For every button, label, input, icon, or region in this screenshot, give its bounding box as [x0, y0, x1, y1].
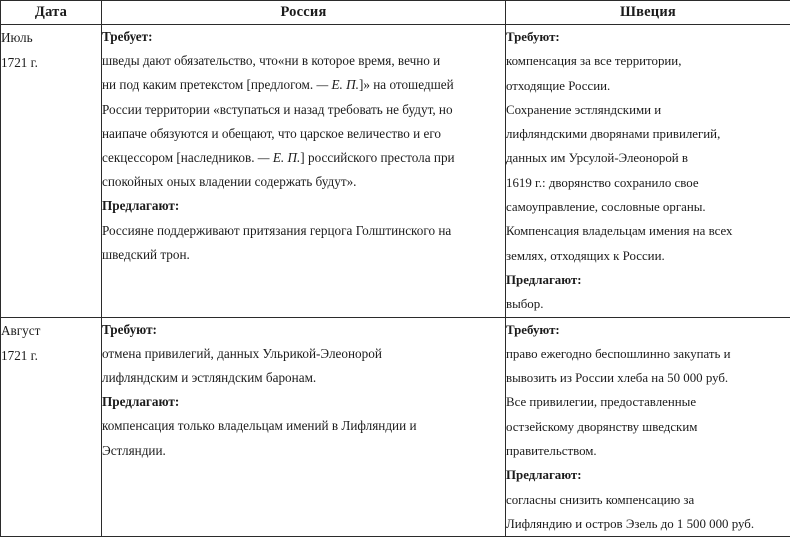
russia-demand-line: наипаче обязуются и обещают, что царское величество и его	[102, 122, 505, 146]
date-month: Июль	[1, 25, 101, 50]
cell-date	[1, 25, 102, 318]
russia-demand-line: шведы дают обязательство, что«ни в которое время, вечно и	[102, 49, 505, 73]
russia-demand-line-text: секцессором [наследников. — Е. П.] российского престола при	[102, 150, 455, 165]
russia-offer-line: шведский трон.	[102, 243, 505, 267]
sweden-demand-line: Сохранение эстляндскими и	[506, 98, 790, 122]
russia-demand-line: лифляндским и эстляндским баронам.	[102, 366, 505, 390]
column-header-sweden: Швеция	[506, 1, 790, 25]
russia-offer-label: Предлагают:	[102, 390, 505, 414]
russia-demand-line	[102, 73, 505, 97]
sweden-demand-line: компенсация за все территории,	[506, 49, 790, 73]
russia-offer-label: Предлагают:	[102, 194, 505, 218]
russia-offer-line: Эстляндии.	[102, 439, 505, 463]
sweden-demand-line: вывозить из России хлеба на 50 000 руб.	[506, 366, 790, 390]
table-header	[1, 1, 790, 25]
cell-russia	[102, 317, 506, 537]
cell-sweden	[506, 317, 790, 537]
date-year: 1721 г.	[1, 343, 101, 368]
russia-demand-label: Требуют:	[102, 318, 505, 342]
table-header-row	[1, 1, 790, 25]
sweden-demand-line: 1619 г.: дворянство сохранило свое	[506, 171, 790, 195]
sweden-demand-line: Компенсация владельцам имения на всех	[506, 219, 790, 243]
russia-demand-line-text: ни под каким претекстом [предлогом. — Е. П.]» на отошедшей	[102, 77, 454, 92]
sweden-demand-label: Требуют:	[506, 25, 790, 49]
sweden-offer-line: выбор.	[506, 292, 790, 316]
russia-demand-line	[102, 146, 505, 170]
russia-demand-line: отмена привилегий, данных Ульрикой-Элеонорой	[102, 342, 505, 366]
sweden-demand-label: Требуют:	[506, 318, 790, 342]
table-body	[1, 25, 790, 537]
table-row	[1, 25, 790, 318]
editor-initials: — Е. П.	[316, 77, 359, 92]
sweden-demand-line: Все привилегии, предоставленные	[506, 390, 790, 414]
column-header-russia: Россия	[102, 1, 506, 25]
russia-demand-line: спокойных оных владении содержать будут».	[102, 170, 505, 194]
sweden-demand-line: самоуправление, сословные органы.	[506, 195, 790, 219]
sweden-demand-line: остзейскому дворянству шведским	[506, 415, 790, 439]
sweden-offer-line: согласны снизить компенсацию за	[506, 488, 790, 512]
column-header-date: Дата	[1, 1, 102, 25]
cell-sweden	[506, 25, 790, 318]
cell-date	[1, 317, 102, 537]
russia-demand-line: России территории «вступаться и назад требовать не будут, но	[102, 98, 505, 122]
sweden-demand-line: данных им Урсулой-Элеонорой в	[506, 146, 790, 170]
sweden-demand-line: право ежегодно беспошлинно закупать и	[506, 342, 790, 366]
table-row	[1, 317, 790, 537]
sweden-demand-line: отходящие России.	[506, 74, 790, 98]
sweden-offer-label: Предлагают:	[506, 463, 790, 487]
russia-demand-label: Требует:	[102, 25, 505, 49]
sweden-demand-line: лифляндскими дворянами привилегий,	[506, 122, 790, 146]
editor-initials: — Е. П.	[258, 150, 301, 165]
date-month: Август	[1, 318, 101, 343]
date-year: 1721 г.	[1, 50, 101, 75]
sweden-demand-line: землях, отходящих к России.	[506, 244, 790, 268]
russia-offer-line: компенсация только владельцам имений в Лифляндии и	[102, 414, 505, 438]
sweden-demand-line: правительством.	[506, 439, 790, 463]
sweden-offer-label: Предлагают:	[506, 268, 790, 292]
sweden-offer-line: Лифляндию и остров Эзель до 1 500 000 руб.	[506, 512, 790, 536]
russia-offer-line: Россияне поддерживают притязания герцога Голштинского на	[102, 219, 505, 243]
cell-russia	[102, 25, 506, 318]
